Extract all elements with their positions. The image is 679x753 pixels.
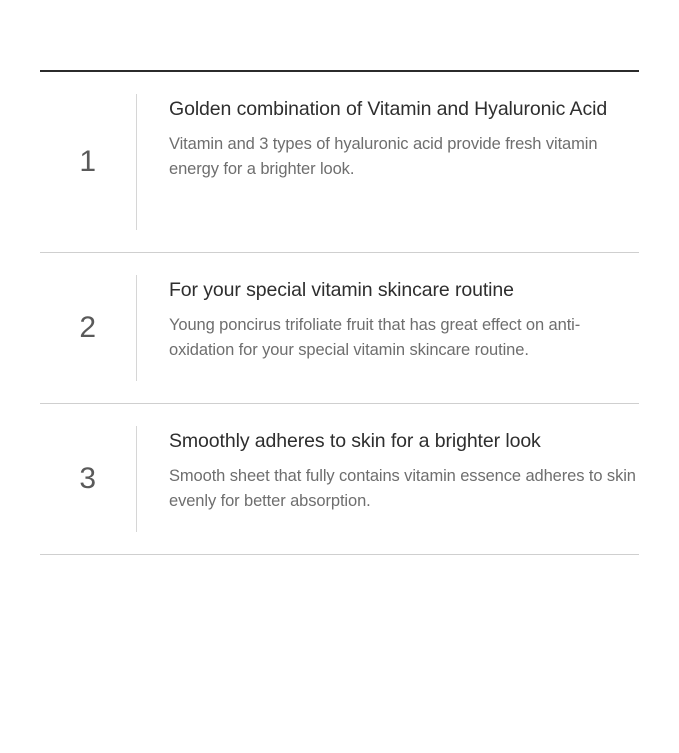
list-item: [40, 404, 639, 554]
feature-description: Vitamin and 3 types of hyaluronic acid provide fresh vitamin energy for a brighter look.: [169, 134, 598, 178]
feature-description: Smooth sheet that fully contains vitamin essence adheres to skin evenly for better absorption.: [169, 466, 636, 510]
feature-body: [137, 404, 639, 554]
feature-body: [137, 253, 639, 403]
list-item: [40, 253, 639, 403]
feature-number: 2: [79, 311, 97, 344]
list-item: [40, 72, 639, 252]
feature-title: For your special vitamin skincare routine: [169, 279, 514, 301]
bottom-divider: [40, 554, 639, 555]
feature-list: [40, 72, 639, 554]
feature-title: Golden combination of Vitamin and Hyaluronic Acid: [169, 98, 608, 120]
feature-number: 1: [79, 145, 97, 178]
feature-title: Smoothly adheres to skin for a brighter look: [169, 430, 541, 452]
feature-list-page: [0, 70, 679, 753]
feature-description: Young poncirus trifoliate fruit that has great effect on anti-oxidation for your special vitamin skincare routine.: [169, 315, 581, 359]
feature-body: [137, 72, 639, 252]
feature-number: 3: [79, 462, 97, 495]
